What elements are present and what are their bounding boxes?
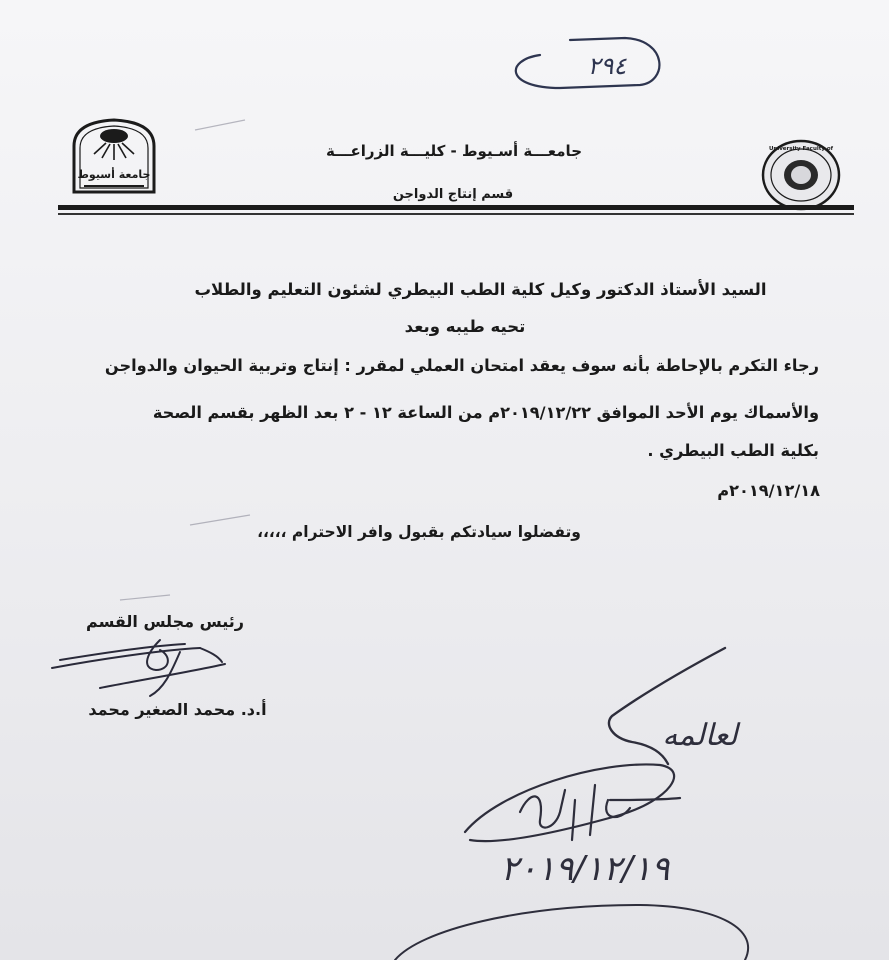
closing-line: وتفضلوا سيادتكم بقبول وافر الاحترام ،،،،،: [257, 523, 581, 541]
body-line-3: بكلية الطب البيطري .: [647, 441, 819, 460]
faculty-seal: [760, 138, 842, 212]
assiut-university-logo: [66, 116, 162, 194]
greeting-line: تحيه طيبه وبعد: [404, 317, 526, 336]
reference-number: ٢٩٤: [587, 52, 627, 80]
header-rule-thin: [58, 213, 854, 215]
handwritten-note: لعالمه: [662, 718, 738, 753]
body-line-2: والأسماك يوم الأحد الموافق ٢٠١٩/١٢/٢٢م من الساعة ١٢ - ٢ بعد الظهر بقسم الصحة: [152, 403, 819, 422]
left-logo-text: جامعة أسيوط: [77, 168, 151, 181]
department-name: قسم إنتاج الدواجن: [392, 187, 514, 202]
university-faculty-header: جامعـــة أسـيوط - كليـــة الزراعـــة: [326, 142, 582, 160]
addressee-line: السيد الأستاذ الدكتور وكيل كلية الطب البيطري لشئون التعليم والطلاب: [194, 280, 767, 299]
letter-date: ٢٠١٩/١٢/١٨م: [717, 481, 820, 500]
header-rule: [58, 205, 854, 210]
handwritten-date: ٢٠١٩/١٢/١٩: [500, 849, 670, 889]
seal-text: University Faculty of: [768, 146, 834, 152]
signatory-title: رئيس مجلس القسم: [86, 612, 244, 631]
body-line-1: رجاء التكرم بالإحاطة بأنه سوف يعقد امتحان العملي لمقرر : إنتاج وتربية الحيوان والدواجن: [104, 356, 819, 375]
signatory-name: أ.د. محمد الصغير محمد: [88, 700, 267, 719]
